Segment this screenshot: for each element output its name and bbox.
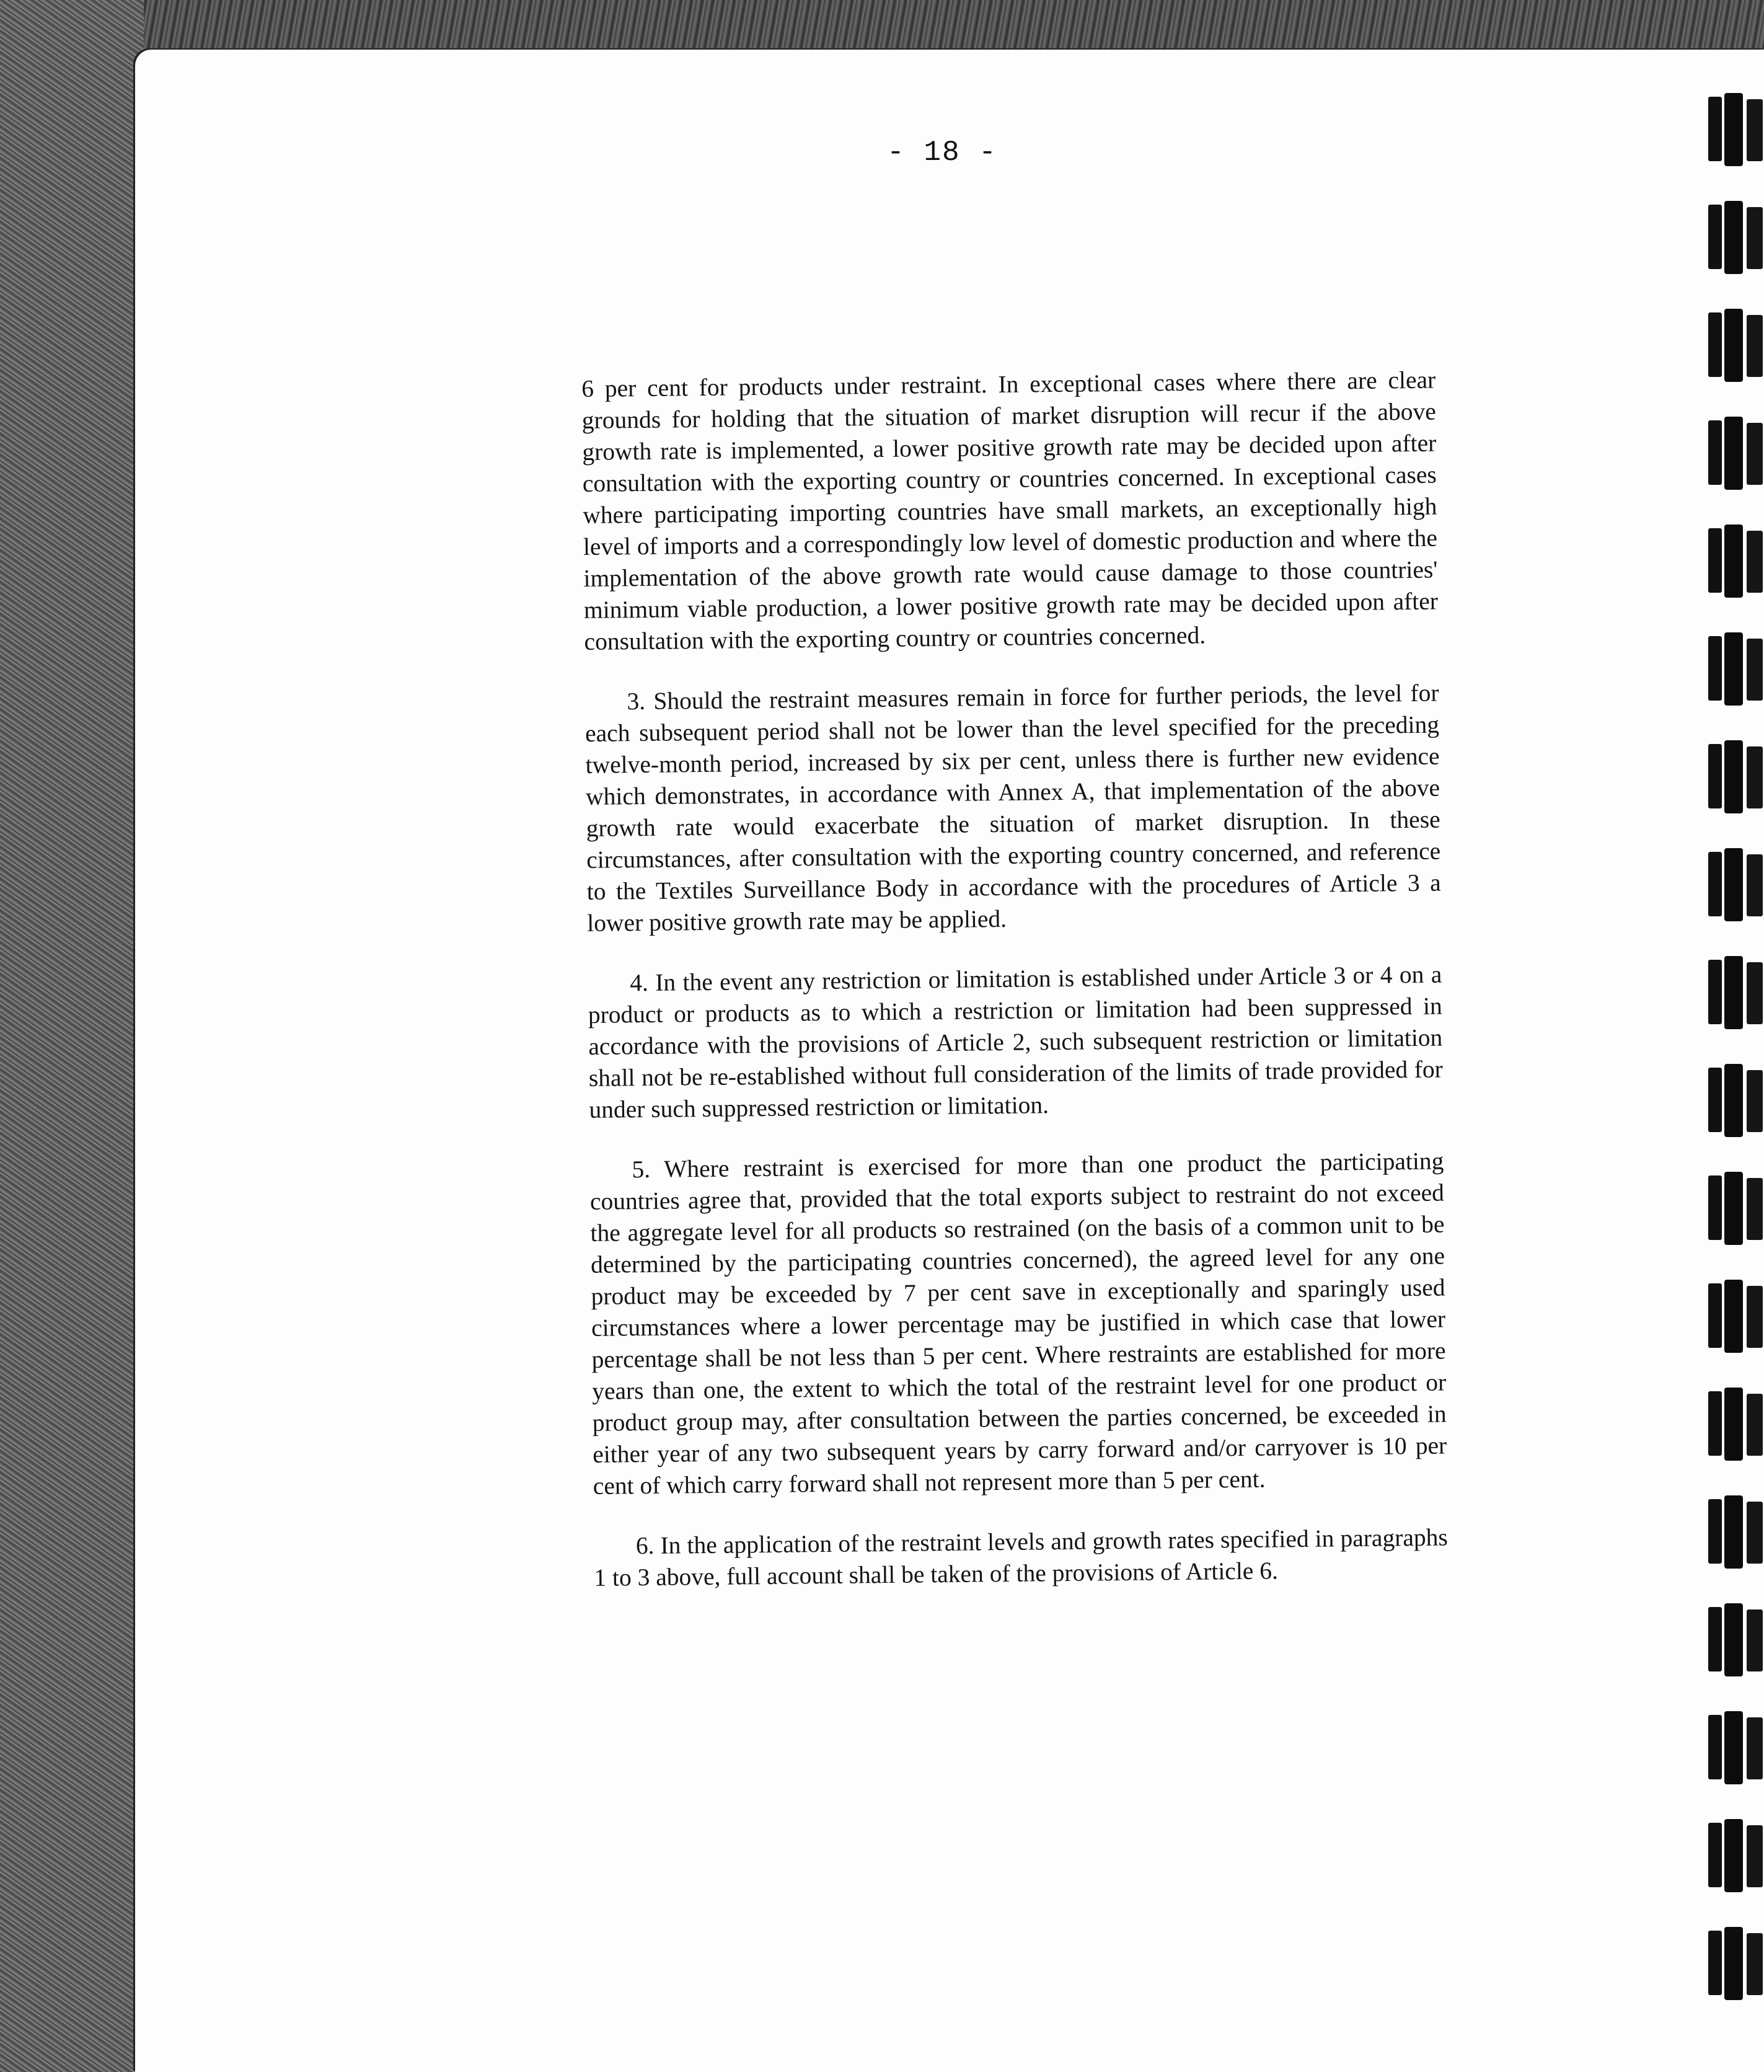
scan-background-top	[0, 0, 1764, 56]
paragraph-6: 6. In the application of the restraint levels and growth rates specified in paragraphs 1 to 3 above, full account shall be taken of the provisions of Article 6.	[594, 1523, 1448, 1592]
page-number: - 18 -	[887, 136, 997, 169]
paragraph-4: 4. In the event any restriction or limitation is established under Article 3 or 4 on a product or products as to which a restriction or limitation had been suppressed in accordance with the provisions of Article 2, such subsequent restriction or limitation shall not be re-established without full consideration of the limits of trade provided for under such suppressed restriction or limitation.	[588, 960, 1444, 1123]
paragraph-continued: 6 per cent for products under restraint. In exceptional cases where there are clear grounds for holding that the situation of market disruption will recur if the above growth rate is implemented, a lower positive growth rate may be decided upon after consultation with the exporting country or countries concerned. In exceptional cases where participating importing countries have small markets, an exceptionally high level of imports and a correspondingly low level of domestic production and where the implementation of the above growth rate would cause damage to those countries' minimum viable production, a lower positive growth rate may be decided upon after consultation with the exporting country or countries concerned.	[581, 366, 1439, 655]
binding-ring-icon	[1704, 93, 1764, 166]
binding-ring-icon	[1704, 1819, 1764, 1892]
spiral-binding-icon	[1696, 93, 1764, 2072]
binding-ring-icon	[1704, 525, 1764, 598]
binding-ring-icon	[1704, 848, 1764, 921]
scan-background-left	[0, 0, 144, 2072]
binding-ring-icon	[1704, 1280, 1764, 1353]
binding-ring-icon	[1704, 1064, 1764, 1137]
binding-ring-icon	[1704, 1603, 1764, 1676]
paragraph-5: 5. Where restraint is exercised for more than one product the participating countries agree that, provided that the total exports subject to restraint do not exceed the aggregate level for all products so restrained (on the basis of a common unit to be determined by the participating countries concerned), the agreed level for any one product may be exceeded by 7 per cent save in exceptionally and sparingly used circumstances where a lower percentage may be justified in which case that lower percentage shall be not less than 5 per cent. Where restraints are established for more years than one, the extent to which the total of the restraint level for one product or product group may, after consultation between the parties concerned, be exceeded in either year of any two subsequent years by carry forward and/or carryover is 10 per cent of which carry forward shall not represent more than 5 per cent.	[589, 1147, 1447, 1500]
binding-ring-icon	[1704, 632, 1764, 706]
binding-ring-icon	[1704, 1711, 1764, 1784]
binding-ring-icon	[1704, 1172, 1764, 1245]
binding-ring-icon	[1704, 1388, 1764, 1461]
binding-ring-icon	[1704, 201, 1764, 274]
binding-ring-icon	[1704, 417, 1764, 490]
binding-ring-icon	[1704, 309, 1764, 382]
binding-ring-icon	[1704, 740, 1764, 813]
paragraph-3: 3. Should the restraint measures remain in force for further periods, the level for each subsequent period shall not be lower than the level specified for the preceding twelve-month period, increased by six per cent, unless there is further new evidence which demonstrates, in accordance with Annex A, that implementation of the above growth rate would exacerbate the situation of market disruption. In these circumstances, after consultation with the exporting country concerned, and reference to the Textiles Surveillance Body in accordance with the procedures of Article 3 a lower positive growth rate may be applied.	[584, 679, 1441, 937]
binding-ring-icon	[1704, 956, 1764, 1029]
document-body	[581, 365, 1449, 1623]
binding-ring-icon	[1704, 1927, 1764, 2000]
binding-ring-icon	[1704, 1495, 1764, 1569]
